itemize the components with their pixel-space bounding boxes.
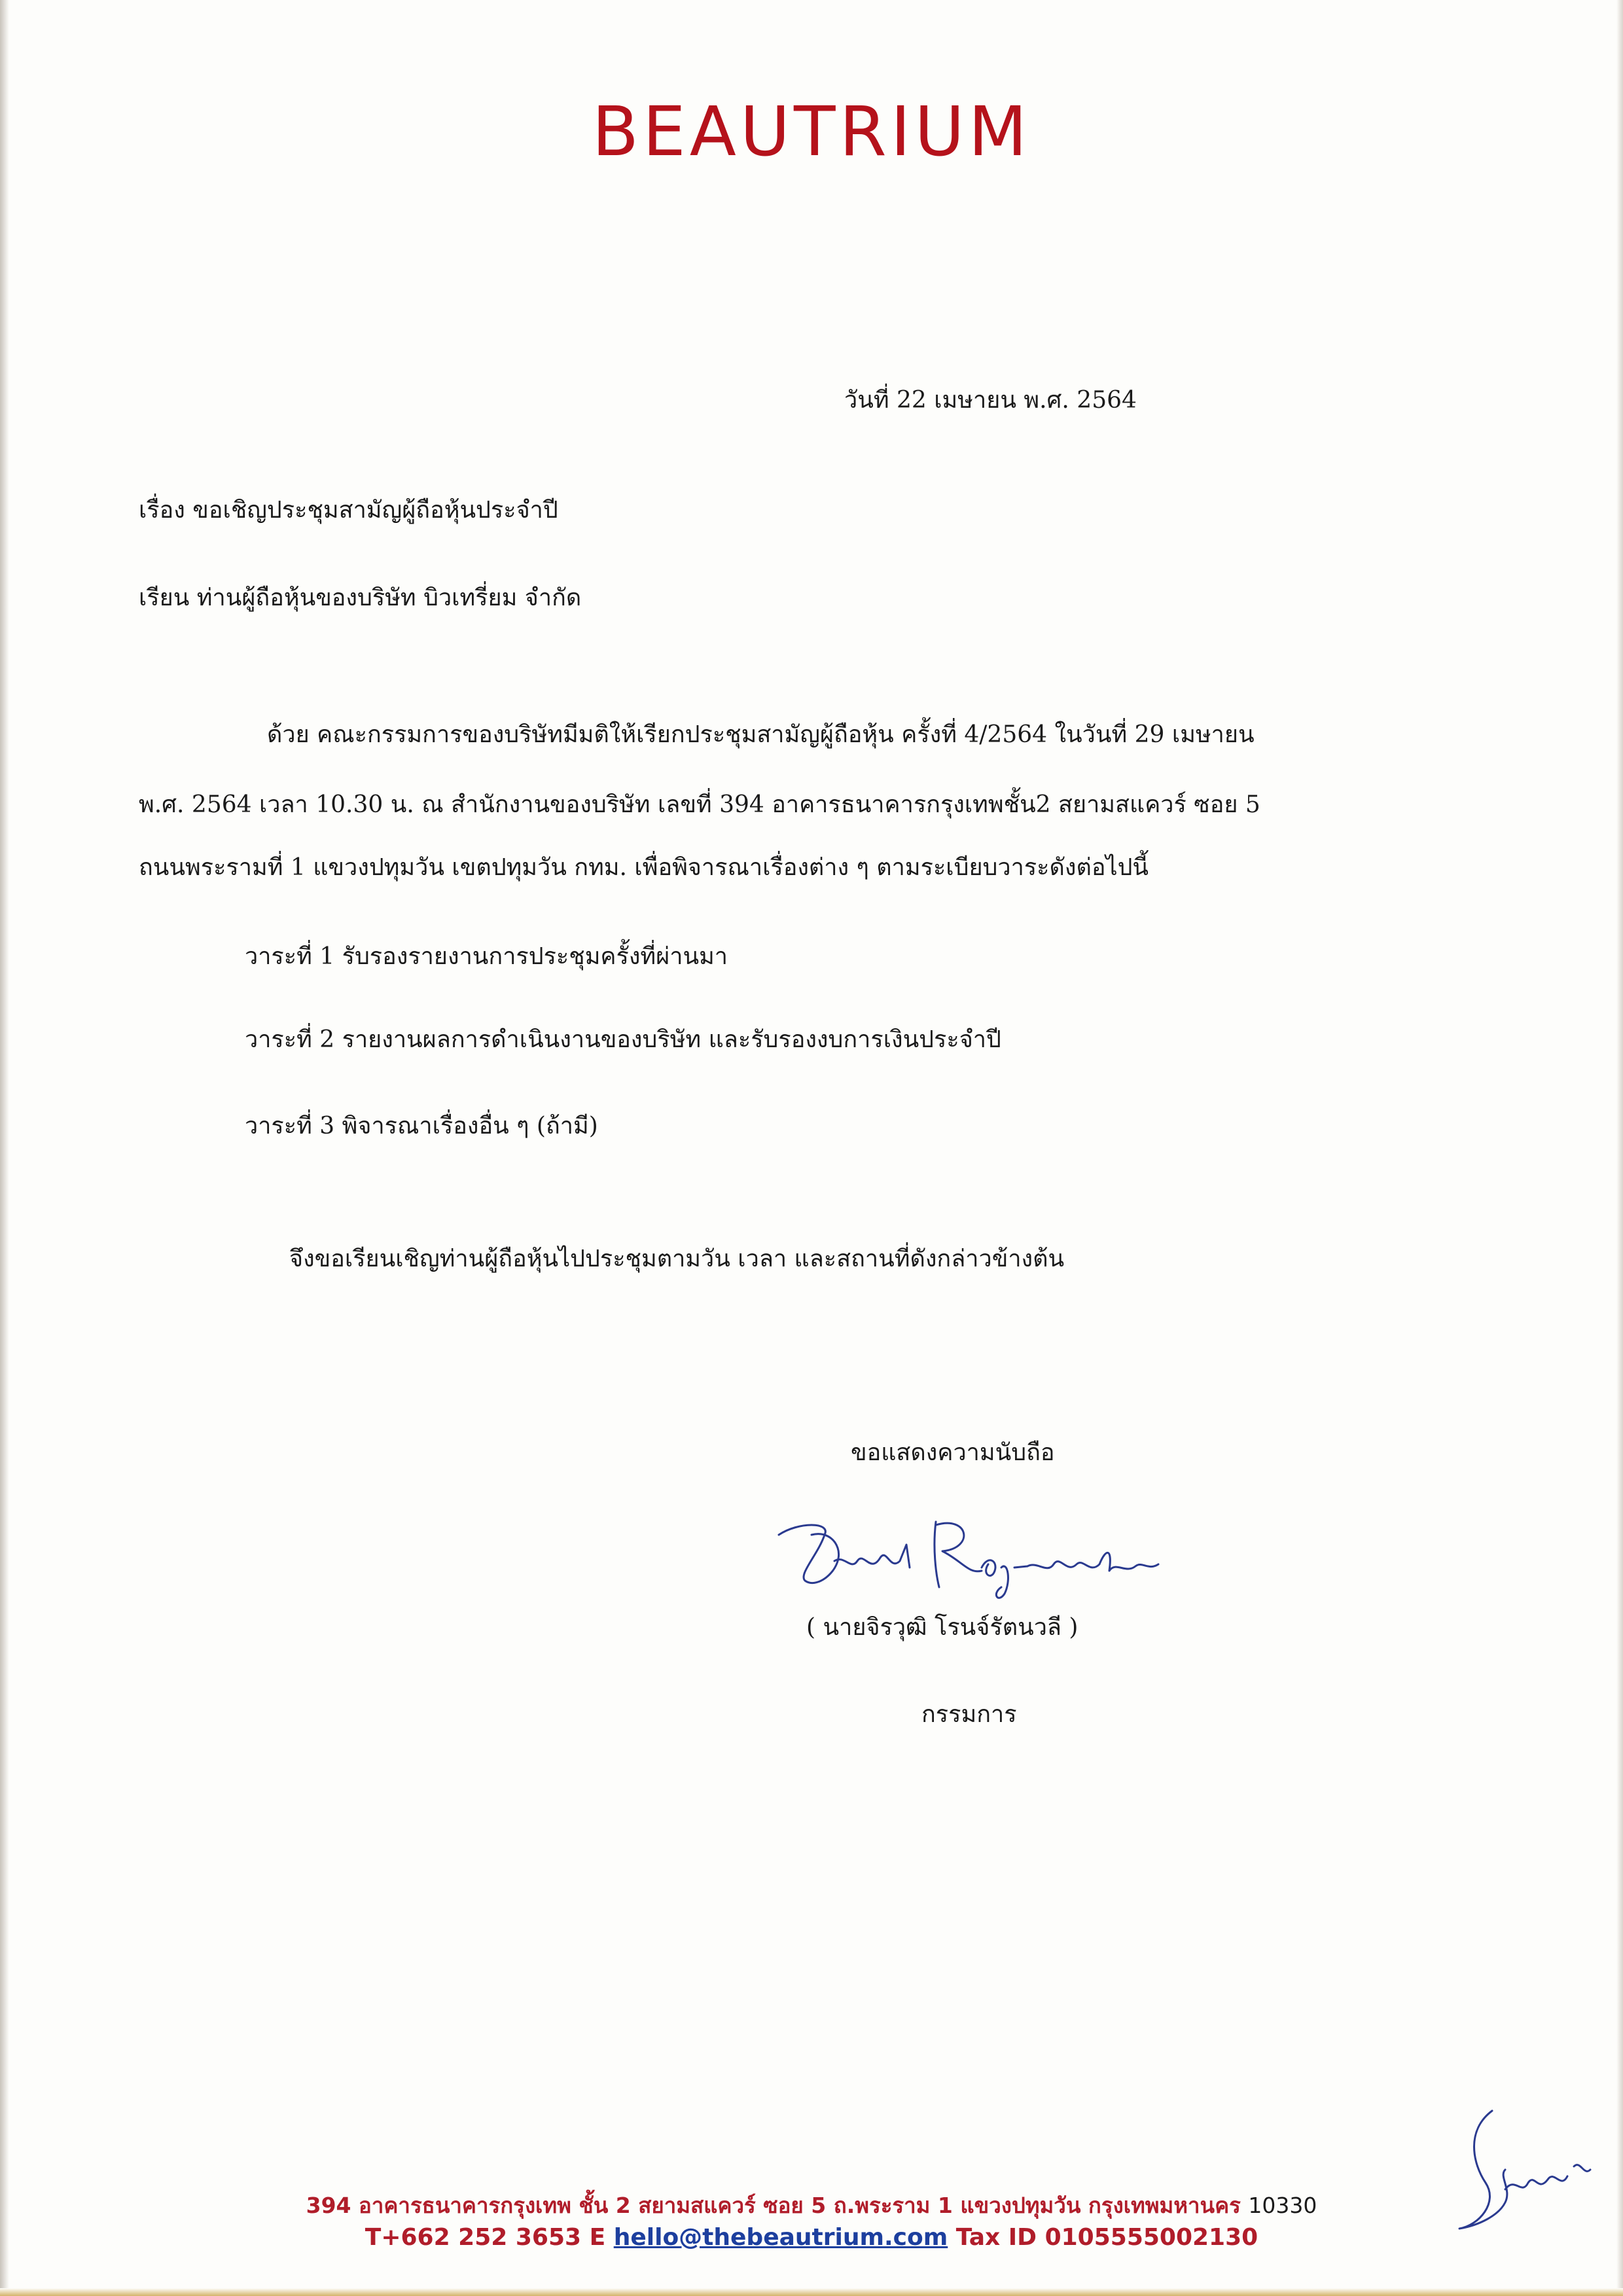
page-edge-right	[1616, 0, 1623, 2296]
footer-address	[0, 2188, 1623, 2223]
agenda-item-2: วาระที่ 2 รายงานผลการดำเนินงานของบริษัท และรับรองงบการเงินประจำปี	[245, 1026, 1001, 1053]
agenda-item-3: วาระที่ 3 พิจารณาเรื่องอื่น ๆ (ถ้ามี)	[245, 1113, 598, 1139]
closing-invitation: จึงขอเรียนเชิญท่านผู้ถือหุ้นไปประชุมตามวัน เวลา และสถานที่ดังกล่าวข้างต้น	[289, 1246, 1065, 1272]
footer-postcode: 10330	[1248, 2193, 1317, 2218]
footer-phone: T+662 252 3653 E	[365, 2224, 606, 2251]
letter-date: วันที่ 22 เมษายน พ.ศ. 2564	[844, 387, 1137, 414]
body-line-3: ถนนพระรามที่ 1 แขวงปทุมวัน เขตปทุมวัน กทม. เพื่อพิจารณาเรื่องต่าง ๆ ตามระเบียบวาระดังต่อไปนี้	[139, 854, 1149, 881]
footer-address-text: 394 อาคารธนาคารกรุงเทพ ชั้น 2 สยามสแควร์ ซอย 5 ถ.พระราม 1 แขวงปทุมวัน กรุงเทพมหานคร	[306, 2193, 1241, 2218]
regards: ขอแสดงความนับถือ	[851, 1439, 1055, 1466]
body-line-2: พ.ศ. 2564 เวลา 10.30 น. ณ สำนักงานของบริษัท เลขที่ 394 อาคารธนาคารกรุงเทพชั้น2 สยามสแควร์ ซอย 5	[139, 791, 1260, 818]
letter-recipient: เรียน ท่านผู้ถือหุ้นของบริษัท บิวเทรี่ยม จำกัด	[139, 584, 582, 611]
handwritten-signature	[772, 1509, 1165, 1607]
footer-tax-id: Tax ID 0105555002130	[955, 2224, 1258, 2251]
signatory-title: กรรมการ	[921, 1701, 1017, 1728]
page-edge-left	[0, 0, 9, 2296]
letter-subject: เรื่อง ขอเชิญประชุมสามัญผู้ถือหุ้นประจำปี	[139, 497, 558, 524]
footer-email-link[interactable]: hello@thebeautrium.com	[613, 2224, 948, 2251]
signatory-name: ( นายจิรวุฒิ โรนจ์รัตนวลี )	[806, 1614, 1079, 1641]
body-line-1: ด้วย คณะกรรมการของบริษัทมีมติให้เรียกประชุมสามัญผู้ถือหุ้น ครั้งที่ 4/2564 ในวันที่ 29 เมษายน	[267, 721, 1255, 748]
footer-contact	[0, 2224, 1623, 2251]
page-edge-bottom	[0, 2288, 1623, 2296]
agenda-item-1: วาระที่ 1 รับรองรายงานการประชุมครั้งที่ผ่านมา	[245, 943, 728, 970]
company-logo: BEAUTRIUM	[592, 92, 1031, 171]
